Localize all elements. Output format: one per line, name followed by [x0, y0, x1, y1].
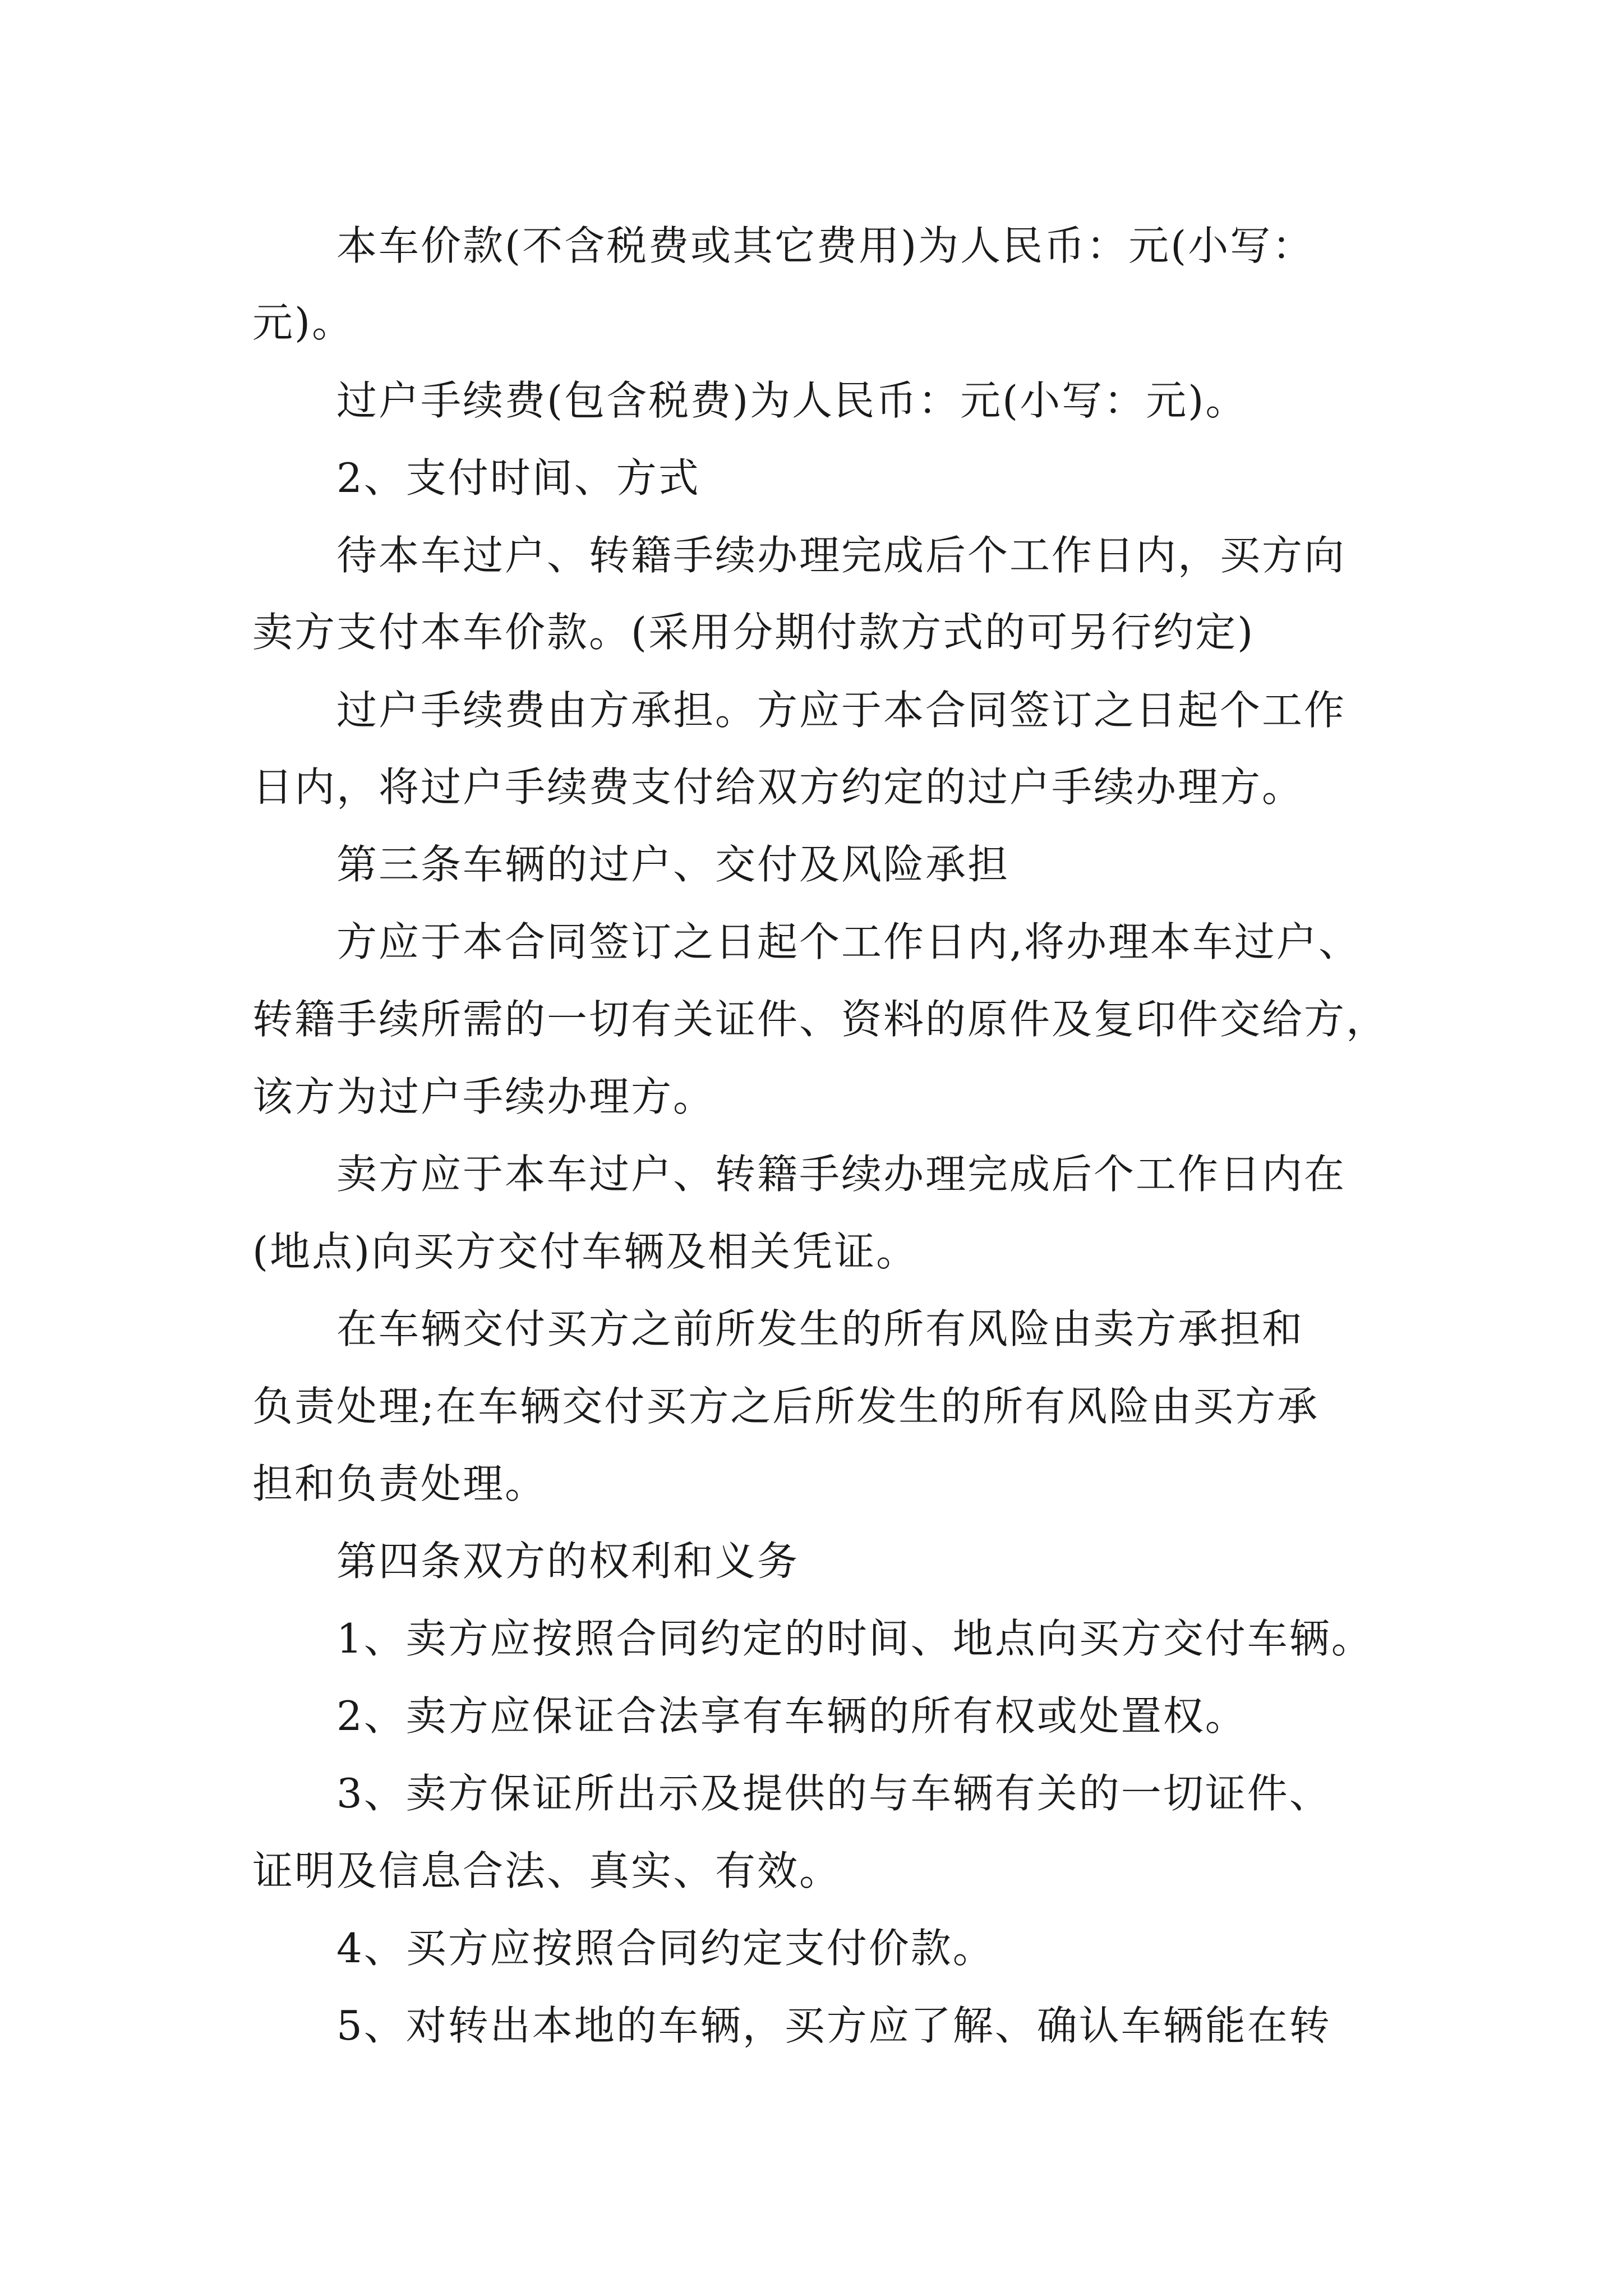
text-line: 本车价款(不含税费或其它费用)为人民币：元(小写： [336, 222, 1315, 269]
text-line: 证明及信息合法、真实、有效。 [252, 1847, 842, 1894]
text-line: 日内，将过户手续费支付给双方约定的过户手续办理方。 [252, 763, 1304, 811]
text-line: 在车辆交付买方之前所发生的所有风险由卖方承担和 [336, 1305, 1304, 1352]
text-line: 担和负责处理。 [252, 1460, 547, 1507]
text-line: 1、卖方应按照合同约定的时间、地点向买方交付车辆。 [336, 1615, 1373, 1662]
text-line: 2、卖方应保证合法享有车辆的所有权或处置权。 [336, 1692, 1247, 1740]
section-heading: 第四条双方的权利和义务 [336, 1538, 800, 1585]
text-line: 卖方应于本车过户、转籍手续办理完成后个工作日内在 [336, 1151, 1347, 1198]
text-line: 4、买方应按照合同约定支付价款。 [336, 1925, 995, 1972]
text-line: 卖方支付本车价款。(采用分期付款方式的可另行约定) [252, 609, 1255, 656]
text-line: 方应于本合同签订之日起个工作日内,将办理本车过户、 [336, 918, 1361, 965]
text-line: 过户手续费由方承担。方应于本合同签订之日起个工作 [336, 687, 1347, 734]
text-line: 该方为过户手续办理方。 [252, 1073, 716, 1120]
text-line: 负责处理;在车辆交付买方之后所发生的所有风险由买方承 [252, 1383, 1320, 1430]
section-heading: 2、支付时间、方式 [336, 454, 700, 501]
text-line: 元)。 [252, 299, 354, 346]
text-line: 3、卖方保证所出示及提供的与车辆有关的一切证件、 [336, 1770, 1331, 1817]
text-line: 转籍手续所需的一切有关证件、资料的原件及复印件交给方， [252, 996, 1389, 1043]
section-heading: 第三条车辆的过户、交付及风险承担 [336, 841, 1010, 888]
text-line: 待本车过户、转籍手续办理完成后个工作日内，买方向 [336, 532, 1347, 579]
text-line: (地点)向买方交付车辆及相关凭证。 [252, 1228, 919, 1275]
text-line: 过户手续费(包含税费)为人民币：元(小写：元)。 [336, 377, 1248, 424]
text-line: 5、对转出本地的车辆，买方应了解、确认车辆能在转 [336, 2002, 1331, 2049]
